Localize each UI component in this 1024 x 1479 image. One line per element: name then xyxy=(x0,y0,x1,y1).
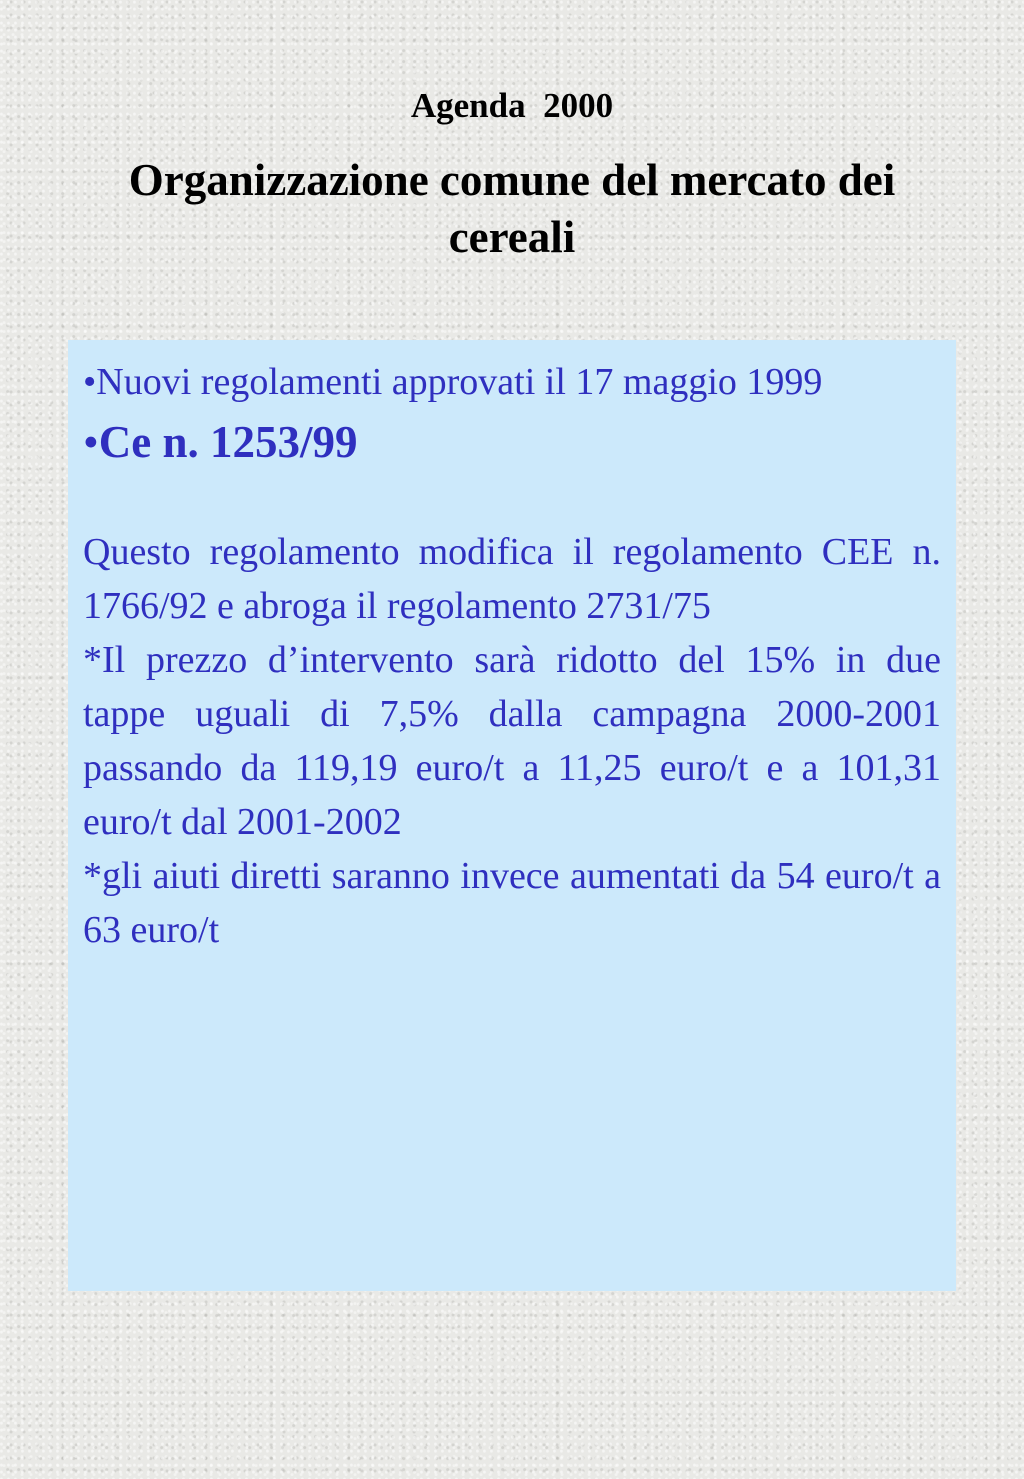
paragraph-intervention-price: *Il prezzo d’intervento sarà ridotto del 15% in due tappe uguali di 7,5% dalla campagna 2000-2001 passando da 119,19 euro/t a 11,25 euro/t e a 101,31 euro/t dal 2001-2002 xyxy=(83,639,941,843)
content-box xyxy=(68,340,956,1291)
slide-title: Organizzazione comune del mercato dei cereali xyxy=(128,155,896,262)
bullet-marker: • xyxy=(83,417,99,467)
bullet-new-regulations: •Nuovi regolamenti approvati il 17 maggio 1999 xyxy=(83,361,823,403)
slide-supertitle: Agenda 2000 xyxy=(410,86,614,125)
paragraph-regulation-changes: Questo regolamento modifica il regolamento CEE n. 1766/92 e abroga il regolamento 2731/75 xyxy=(83,531,941,627)
regulation-number: Ce n. 1253/99 xyxy=(98,417,358,467)
paragraph-direct-aid: *gli aiuti diretti saranno invece aumentati da 54 euro/t a 63 euro/t xyxy=(83,855,941,951)
bullet-regulation-number xyxy=(83,409,941,475)
